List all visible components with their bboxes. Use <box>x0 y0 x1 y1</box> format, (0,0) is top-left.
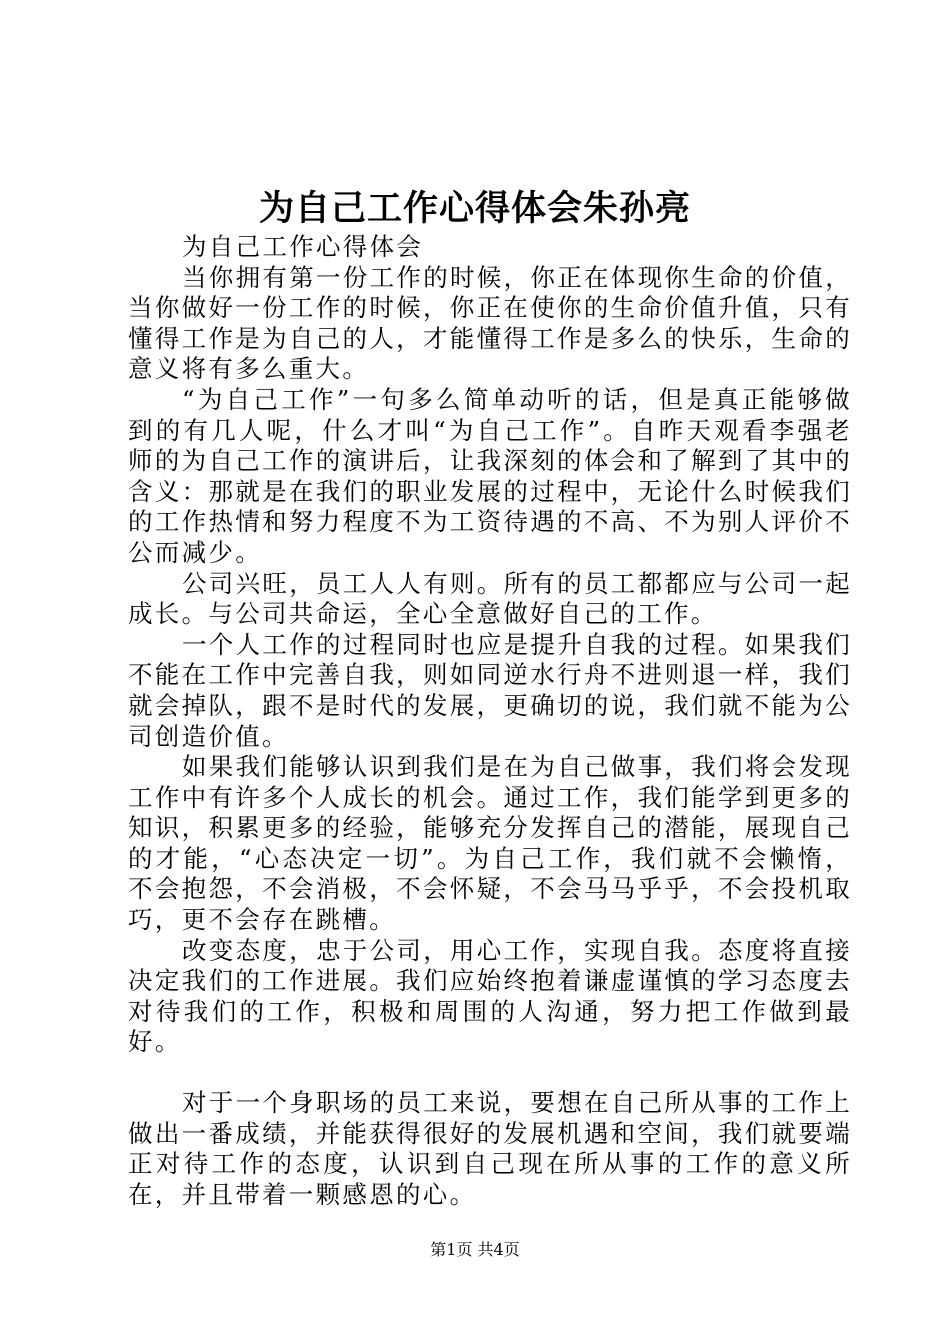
body-paragraph: 公司兴旺，员工人人有则。所有的员工都都应与公司一起成长。与公司共命运，全心全意做好自己的工作。 <box>128 568 852 629</box>
subtitle-paragraph: 为自己工作心得体会 <box>182 232 424 261</box>
body-paragraph: 如果我们能够认识到我们是在为自己做事，我们将会发现工作中有许多个人成长的机会。通过工作，我们能学到更多的知识，积累更多的经验，能够充分发挥自己的潜能，展现自己的才能，“心态决定一切”。为自己工作，我们就不会懒惰，不会抱怨，不会消极，不会怀疑，不会马马乎乎，不会投机取巧，更不会存在跳槽。 <box>128 752 852 935</box>
document-body <box>128 232 852 1210</box>
document-title: 为自己工作心得体会朱孙亮 <box>258 188 691 229</box>
body-paragraph: “为自己工作”一句多么简单动听的话，但是真正能够做到的有几人呢，什么才叫“为自己工作”。自昨天观看李强老师的为自己工作的演讲后，让我深刻的体会和了解到了其中的含义：那就是在我们的职业发展的过程中，无论什么时候我们的工作热情和努力程度不为工资待遇的不高、不为别人评价不公而减少。 <box>128 384 852 567</box>
body-paragraph: 一个人工作的过程同时也应是提升自我的过程。如果我们不能在工作中完善自我，则如同逆水行舟不进则退一样，我们就会掉队，跟不是时代的发展，更确切的说，我们就不能为公司创造价值。 <box>128 629 852 751</box>
page-number-footer: 第1页 共4页 <box>430 1240 520 1259</box>
body-paragraph: 改变态度，忠于公司，用心工作，实现自我。态度将直接决定我们的工作进展。我们应始终抱着谦虚谨慎的学习态度去对待我们的工作，积极和周围的人沟通，努力把工作做到最好。 <box>128 935 852 1057</box>
body-paragraph: 当你拥有第一份工作的时候，你正在体现你生命的价值，当你做好一份工作的时候，你正在使你的生命价值升值，只有懂得工作是为自己的人，才能懂得工作是多么的快乐，生命的意义将有多么重大。 <box>128 262 852 384</box>
paragraph-spacer <box>128 1058 852 1088</box>
body-paragraph: 对于一个身职场的员工来说，要想在自己所从事的工作上做出一番成绩，并能获得很好的发展机遇和空间，我们就要端正对待工作的态度，认识到自己现在所从事的工作的意义所在，并且带着一颗感恩的心。 <box>128 1088 852 1209</box>
